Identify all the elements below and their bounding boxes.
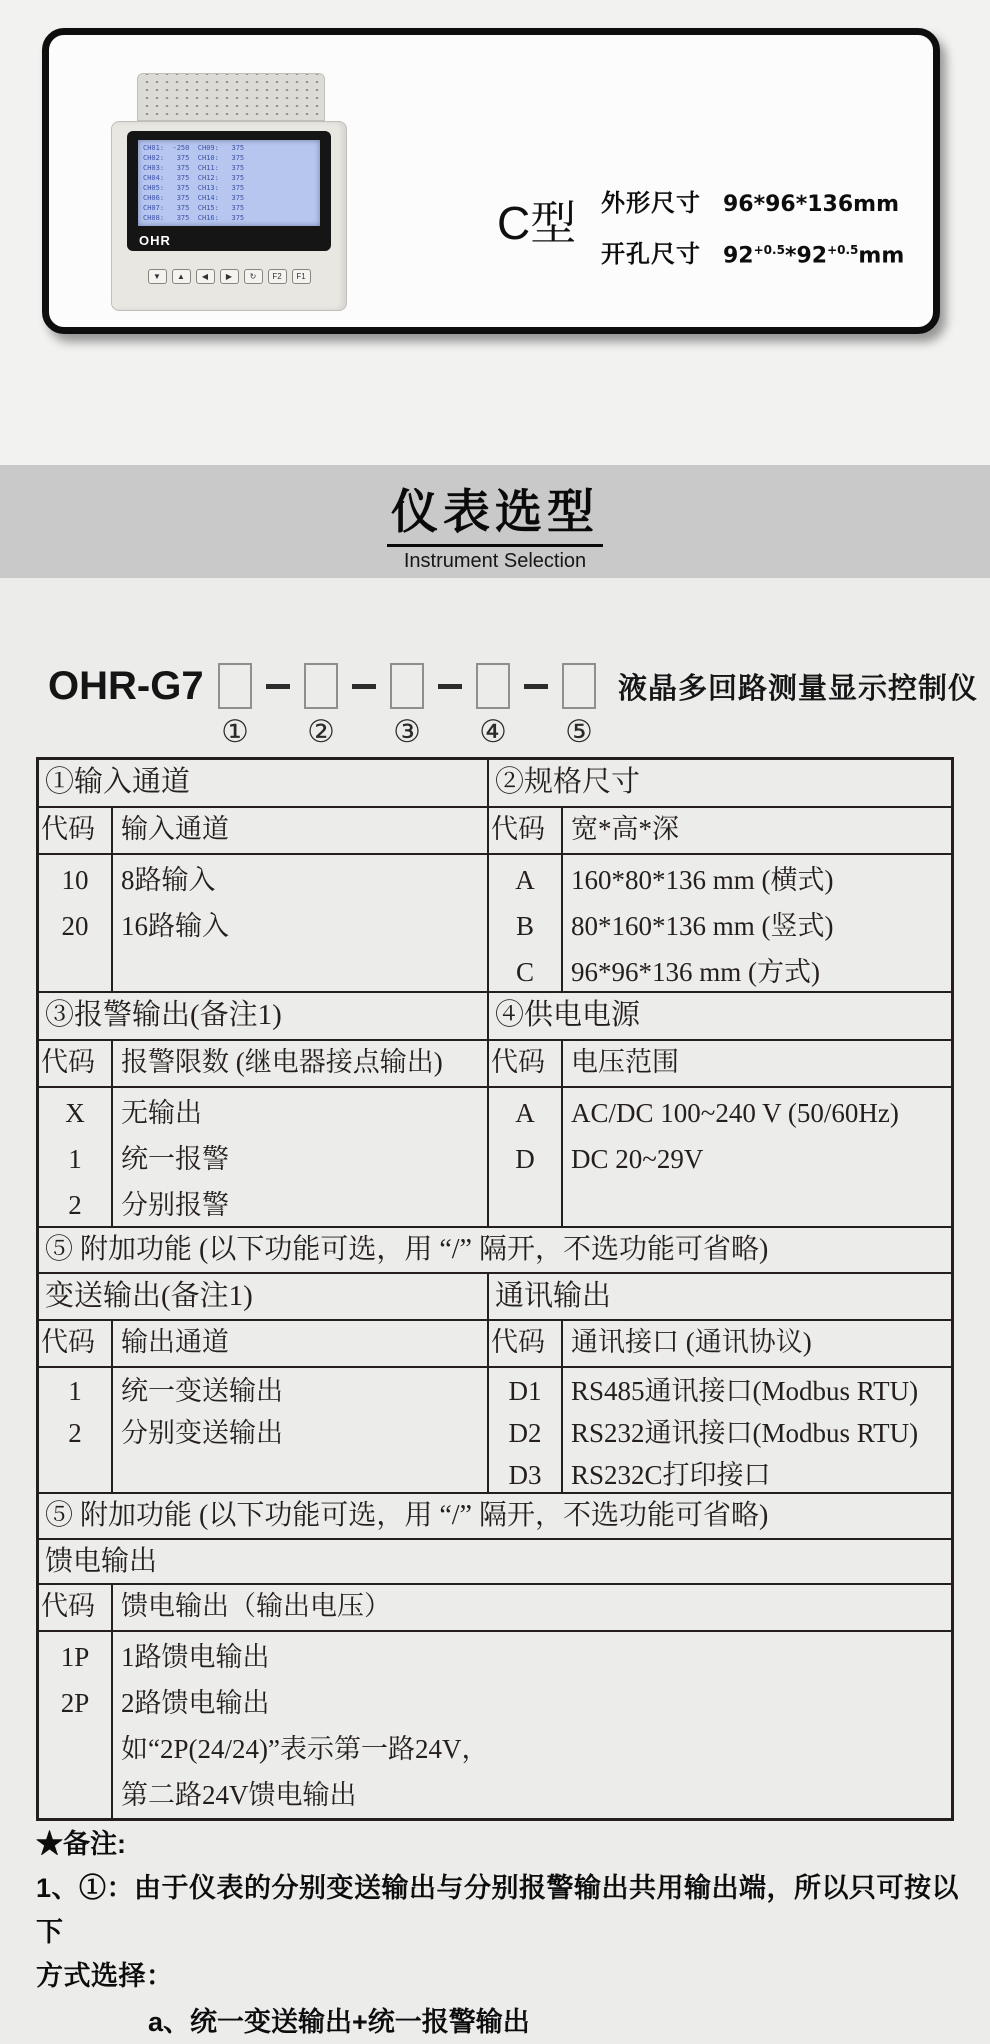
lcd-line: CH04: 375 CH12: 375 bbox=[143, 174, 245, 182]
outline-dimension-value: 96*96*136mm bbox=[723, 192, 900, 217]
input-channel-title: ①输入通道 bbox=[39, 760, 489, 806]
value-cell bbox=[121, 949, 487, 995]
code-cell: 20 bbox=[61, 911, 89, 941]
cutout-unit: mm bbox=[858, 243, 905, 268]
right-arrow-key: ▶ bbox=[220, 269, 239, 284]
dash-separator bbox=[352, 684, 376, 689]
cutout-base2: 92 bbox=[796, 243, 828, 268]
value-cells bbox=[113, 855, 487, 993]
cutout-base1: 92 bbox=[723, 243, 754, 268]
selection-table bbox=[36, 757, 954, 1821]
value-cell: AC/DC 100~240 V (50/60Hz) bbox=[571, 1098, 899, 1128]
device-lcd-screen bbox=[138, 140, 320, 226]
value-cell: 如“2P(24/24)”表示第一路24V， bbox=[121, 1734, 489, 1764]
feed-output-band: 馈电输出 bbox=[39, 1540, 951, 1585]
code-box-5 bbox=[562, 663, 596, 709]
size-header: 宽*高*深 bbox=[571, 814, 679, 844]
code-cell: 10 bbox=[61, 865, 89, 895]
sec3-header-row bbox=[39, 1321, 951, 1368]
sec2-header-row bbox=[39, 1041, 951, 1088]
value-cells bbox=[563, 855, 951, 993]
down-arrow-key: ▼ bbox=[148, 269, 167, 284]
sec1-title-row bbox=[39, 760, 951, 808]
value-cell: DC 20~29V bbox=[571, 1144, 704, 1174]
top-area bbox=[0, 0, 990, 465]
code-cell: A bbox=[515, 1098, 535, 1128]
f2-key: F2 bbox=[268, 269, 287, 284]
code-cell bbox=[39, 1454, 111, 1496]
sec1-data-row bbox=[39, 855, 951, 993]
cutout-dimension-row bbox=[601, 234, 931, 269]
value-cells bbox=[113, 1088, 487, 1228]
model-code-line bbox=[48, 660, 978, 712]
code-cell: 1 bbox=[68, 1144, 82, 1174]
value-cells bbox=[563, 1368, 951, 1494]
code-cell: 2 bbox=[68, 1418, 82, 1448]
banner-subtitle: Instrument Selection bbox=[403, 550, 587, 572]
device-body bbox=[111, 121, 347, 311]
code-cells bbox=[39, 1368, 113, 1494]
code-cells bbox=[39, 855, 113, 993]
marker-4: ④ bbox=[479, 714, 507, 749]
code-cell bbox=[39, 1726, 111, 1772]
lcd-line: CH07: 375 CH15: 375 bbox=[143, 204, 245, 212]
product-photo bbox=[111, 73, 347, 313]
value-cell: 16路输入 bbox=[121, 911, 229, 941]
alarm-limit-header: 报警限数 (继电器接点输出) bbox=[121, 1047, 443, 1077]
multiply-sign: * bbox=[784, 243, 797, 268]
section-banner bbox=[0, 465, 990, 578]
value-cell: 1路馈电输出 bbox=[121, 1642, 270, 1672]
dash-separator bbox=[524, 684, 548, 689]
sec1-header-row bbox=[39, 808, 951, 855]
code-header: 代码 bbox=[39, 1321, 113, 1366]
output-channel-header: 输出通道 bbox=[121, 1327, 229, 1357]
lcd-line: CH08: 375 CH16: 375 bbox=[143, 214, 245, 222]
transmit-output-title: 变送输出(备注1) bbox=[39, 1274, 489, 1319]
value-cell: 分别变送输出 bbox=[121, 1418, 283, 1448]
marker-5: ⑤ bbox=[565, 714, 593, 749]
value-cell: 分别报警 bbox=[121, 1190, 229, 1220]
dimension-specs bbox=[601, 183, 931, 285]
code-cell bbox=[489, 1182, 561, 1228]
code-cell: 2P bbox=[60, 1688, 90, 1718]
value-cell: 统一变送输出 bbox=[121, 1376, 283, 1406]
value-cell: 统一报警 bbox=[121, 1144, 229, 1174]
code-cell bbox=[39, 949, 111, 995]
marker-2: ② bbox=[307, 714, 335, 749]
dash-separator bbox=[438, 684, 462, 689]
value-cell: 160*80*136 mm (横式) bbox=[571, 865, 834, 895]
f1-key: F1 bbox=[292, 269, 311, 284]
code-header: 代码 bbox=[489, 1041, 563, 1086]
value-cell: 无输出 bbox=[121, 1098, 202, 1128]
device-bezel bbox=[127, 131, 331, 251]
sec4-data-row bbox=[39, 1632, 951, 1818]
value-cells bbox=[563, 1088, 951, 1228]
outline-dimension-label: 外形尺寸 bbox=[601, 190, 701, 217]
sec3-data-row bbox=[39, 1368, 951, 1494]
remarks-title: ★备注: bbox=[36, 1829, 126, 1859]
extra-function-row-1: ⑤ 附加功能 (以下功能可选，用 “/” 隔开，不选功能可省略) bbox=[39, 1228, 951, 1274]
value-cells bbox=[113, 1632, 951, 1818]
lcd-line: CH06: 375 CH14: 375 bbox=[143, 194, 245, 202]
dash-separator bbox=[266, 684, 290, 689]
value-cell: 8路输入 bbox=[121, 865, 216, 895]
code-box-4 bbox=[476, 663, 510, 709]
lcd-line: CH01: -250 CH09: 375 bbox=[143, 144, 245, 152]
code-header: 代码 bbox=[39, 808, 113, 853]
code-cell: 1P bbox=[60, 1642, 90, 1672]
sec4-header-row bbox=[39, 1585, 951, 1632]
model-description: 液晶多回路测量显示控制仪 bbox=[618, 672, 979, 705]
up-arrow-key: ▲ bbox=[172, 269, 191, 284]
code-box-2 bbox=[304, 663, 338, 709]
sec3-title-row bbox=[39, 1274, 951, 1321]
comm-output-title: 通讯输出 bbox=[495, 1280, 612, 1312]
cutout-dimension-value bbox=[723, 243, 904, 268]
input-channel-header: 输入通道 bbox=[121, 814, 229, 844]
voltage-range-header: 电压范围 bbox=[571, 1047, 679, 1077]
device-vents bbox=[137, 73, 325, 121]
cutout-dimension-label: 开孔尺寸 bbox=[601, 241, 701, 268]
comm-interface-header: 通讯接口 (通讯协议) bbox=[571, 1327, 812, 1357]
lcd-line: CH03: 375 CH11: 375 bbox=[143, 164, 245, 172]
code-cell: D2 bbox=[508, 1418, 542, 1448]
code-cells bbox=[489, 1368, 563, 1494]
code-cell: D3 bbox=[508, 1460, 542, 1490]
code-box-1 bbox=[218, 663, 252, 709]
value-cells bbox=[113, 1368, 487, 1494]
code-cell: 2 bbox=[68, 1190, 82, 1220]
value-cell: 2路馈电输出 bbox=[121, 1688, 270, 1718]
code-header: 代码 bbox=[39, 1041, 113, 1086]
brand-logo: OHR bbox=[139, 233, 171, 248]
sec2-data-row bbox=[39, 1088, 951, 1228]
code-cells bbox=[489, 1088, 563, 1228]
value-cell bbox=[571, 1182, 951, 1228]
value-cell: RS232C打印接口 bbox=[571, 1460, 771, 1490]
remarks bbox=[36, 1822, 966, 2044]
code-cells bbox=[39, 1088, 113, 1228]
size-spec-title: ②规格尺寸 bbox=[495, 766, 641, 798]
code-header: 代码 bbox=[489, 808, 563, 853]
model-prefix: OHR-G7 bbox=[48, 663, 204, 708]
left-arrow-key: ◀ bbox=[196, 269, 215, 284]
cutout-tolerance2: +0.5 bbox=[827, 242, 859, 257]
code-cell: D1 bbox=[508, 1376, 542, 1406]
remark-option-a: a、统一变送输出+统一报警输出 bbox=[148, 2007, 530, 2037]
code-cell bbox=[39, 1772, 111, 1818]
position-markers bbox=[48, 714, 596, 750]
code-cells bbox=[39, 1632, 113, 1818]
value-cell bbox=[121, 1454, 487, 1496]
code-cell: B bbox=[515, 911, 534, 941]
value-cell: RS232通讯接口(Modbus RTU) bbox=[571, 1418, 919, 1448]
alarm-output-title: ③报警输出(备注1) bbox=[39, 993, 489, 1039]
outline-dimension-row bbox=[601, 183, 931, 218]
marker-1: ① bbox=[221, 714, 249, 749]
enter-key: ↻ bbox=[244, 269, 263, 284]
device-keypad bbox=[112, 269, 346, 284]
marker-3: ③ bbox=[393, 714, 421, 749]
lcd-line: CH02: 375 CH10: 375 bbox=[143, 154, 245, 162]
code-box-3 bbox=[390, 663, 424, 709]
sec2-title-row bbox=[39, 993, 951, 1041]
value-cell: 80*160*136 mm (竖式) bbox=[571, 911, 834, 941]
banner-title: 仪表选型 bbox=[387, 475, 603, 547]
code-header: 代码 bbox=[39, 1585, 113, 1630]
remark-line-2: 方式选择： bbox=[36, 1961, 174, 1991]
code-cell: X bbox=[65, 1098, 85, 1128]
extra-function-row-2: ⑤ 附加功能 (以下功能可选，用 “/” 隔开，不选功能可省略) bbox=[39, 1494, 951, 1540]
code-cell: 1 bbox=[68, 1376, 82, 1406]
feed-output-header: 馈电输出（输出电压） bbox=[121, 1591, 391, 1621]
value-cell: RS485通讯接口(Modbus RTU) bbox=[571, 1376, 919, 1406]
code-cells bbox=[489, 855, 563, 993]
power-supply-title: ④供电电源 bbox=[495, 999, 641, 1031]
code-cell: D bbox=[515, 1144, 535, 1174]
value-cell: 96*96*136 mm (方式) bbox=[571, 957, 820, 987]
code-cell: C bbox=[515, 957, 534, 987]
lcd-line: CH05: 375 CH13: 375 bbox=[143, 184, 245, 192]
product-card bbox=[42, 28, 940, 334]
cutout-tolerance1: +0.5 bbox=[753, 242, 785, 257]
model-type-label: C型 bbox=[497, 197, 577, 249]
value-cell: 第二路24V馈电输出 bbox=[121, 1780, 357, 1810]
code-header: 代码 bbox=[489, 1321, 563, 1366]
remark-line-1: 1、①：由于仪表的分别变送输出与分别报警输出共用输出端，所以只可按以下 bbox=[36, 1873, 960, 1947]
code-cell: A bbox=[515, 865, 535, 895]
